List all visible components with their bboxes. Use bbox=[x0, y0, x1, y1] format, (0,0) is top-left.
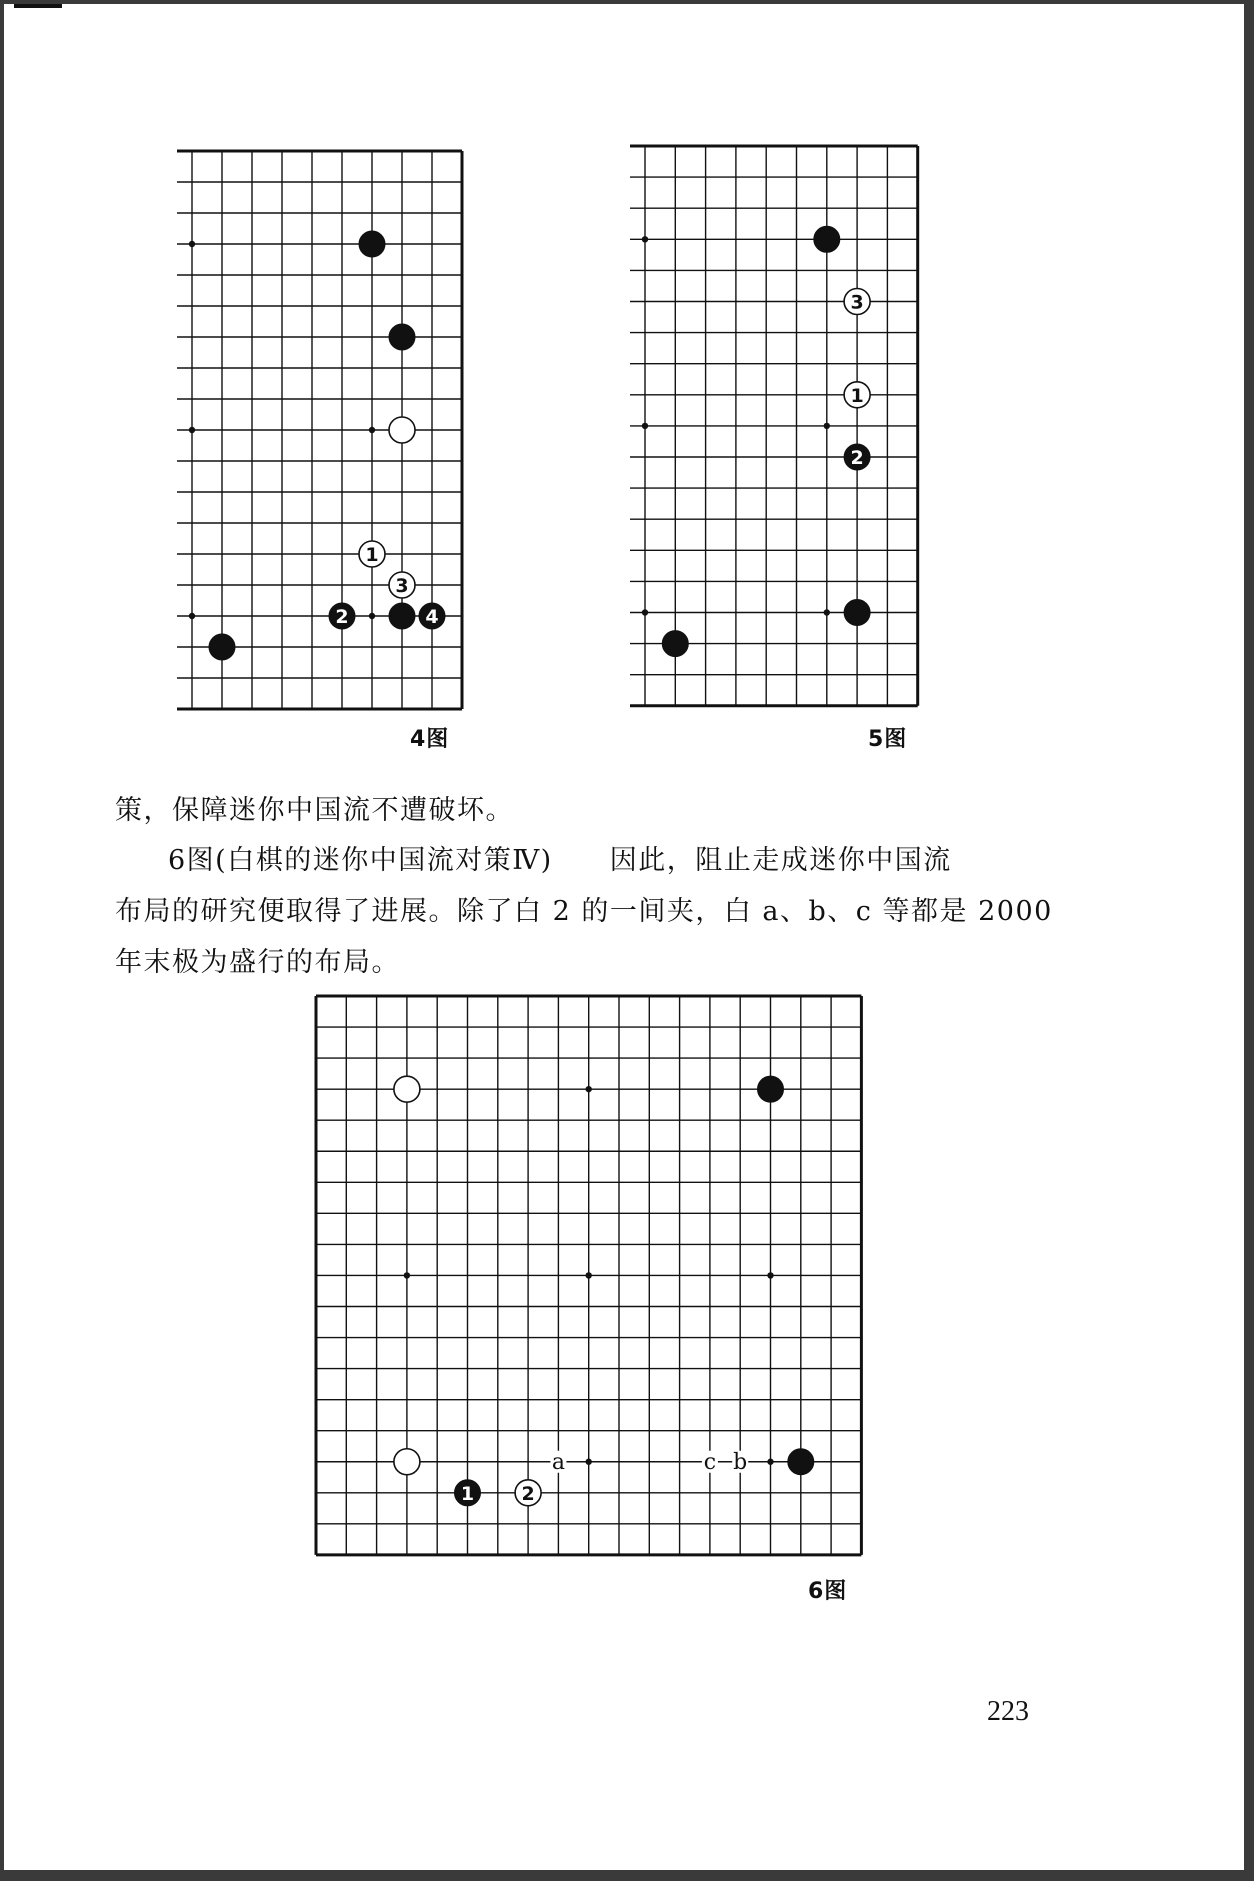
svg-text:1: 1 bbox=[365, 544, 379, 566]
paragraph-line-2: 6图(白棋的迷你中国流对策Ⅳ) 因此，阻止走成迷你中国流 bbox=[168, 845, 952, 876]
black-stone-1 bbox=[455, 1480, 481, 1506]
star-point bbox=[586, 1459, 592, 1465]
go-diagram-4 bbox=[172, 131, 482, 729]
star-point bbox=[586, 1086, 592, 1092]
diagram-4-caption: 4图 bbox=[410, 727, 450, 752]
star-point bbox=[642, 236, 648, 242]
diagram-5-caption: 5图 bbox=[868, 727, 908, 752]
star-point bbox=[824, 609, 830, 615]
black-stone bbox=[389, 603, 415, 629]
star-point bbox=[369, 613, 375, 619]
board-grid bbox=[625, 126, 938, 726]
black-stone-2 bbox=[844, 444, 870, 470]
star-point bbox=[189, 427, 195, 433]
white-stone-3 bbox=[389, 572, 415, 598]
point-label-a: a bbox=[551, 1449, 565, 1475]
svg-text:3: 3 bbox=[850, 291, 864, 314]
paragraph-line-3: 布局的研究便取得了进展。除了白 2 的一间夹，白 a、b、c 等都是 2000 bbox=[115, 896, 1053, 927]
diagram-6-caption: 6图 bbox=[808, 1579, 848, 1604]
scan-artifact-bar bbox=[14, 4, 62, 8]
white-stone-3 bbox=[844, 289, 870, 315]
star-point bbox=[189, 613, 195, 619]
star-point bbox=[824, 423, 830, 429]
page-number: 223 bbox=[987, 1696, 1029, 1727]
black-stone bbox=[758, 1076, 784, 1102]
star-point bbox=[586, 1272, 592, 1278]
star-point bbox=[642, 423, 648, 429]
black-stone-2 bbox=[329, 603, 355, 629]
paragraph-line-1: 策，保障迷你中国流不遭破坏。 bbox=[115, 795, 514, 826]
star-point bbox=[767, 1459, 773, 1465]
white-stone-2 bbox=[515, 1480, 541, 1506]
star-point bbox=[767, 1272, 773, 1278]
white-stone bbox=[394, 1449, 420, 1475]
svg-text:1: 1 bbox=[460, 1482, 475, 1505]
star-point bbox=[642, 609, 648, 615]
star-point bbox=[189, 241, 195, 247]
white-stone-1 bbox=[844, 382, 870, 408]
black-stone bbox=[209, 634, 235, 660]
point-label-c: c bbox=[703, 1449, 717, 1475]
svg-text:2: 2 bbox=[335, 606, 349, 628]
go-diagram-6 bbox=[296, 976, 881, 1575]
black-stone bbox=[814, 226, 840, 252]
black-stone bbox=[389, 324, 415, 350]
white-stone bbox=[394, 1076, 420, 1102]
svg-text:4: 4 bbox=[425, 606, 439, 628]
black-stone bbox=[359, 231, 385, 257]
star-point bbox=[369, 427, 375, 433]
white-stone-1 bbox=[359, 541, 385, 567]
svg-text:3: 3 bbox=[395, 575, 409, 597]
svg-text:1: 1 bbox=[850, 384, 864, 407]
svg-text:2: 2 bbox=[850, 447, 864, 469]
black-stone-4 bbox=[419, 603, 445, 629]
black-stone bbox=[662, 631, 688, 657]
point-label-b: b bbox=[733, 1449, 748, 1475]
paragraph-line-4: 年末极为盛行的布局。 bbox=[115, 947, 400, 978]
star-point bbox=[404, 1272, 410, 1278]
black-stone bbox=[788, 1449, 814, 1475]
board-grid bbox=[172, 131, 482, 729]
book-page bbox=[4, 4, 1244, 1870]
go-diagram-5 bbox=[625, 126, 938, 726]
white-stone bbox=[389, 417, 415, 443]
board-grid bbox=[296, 976, 881, 1575]
black-stone bbox=[844, 600, 870, 626]
svg-text:2: 2 bbox=[521, 1482, 535, 1505]
